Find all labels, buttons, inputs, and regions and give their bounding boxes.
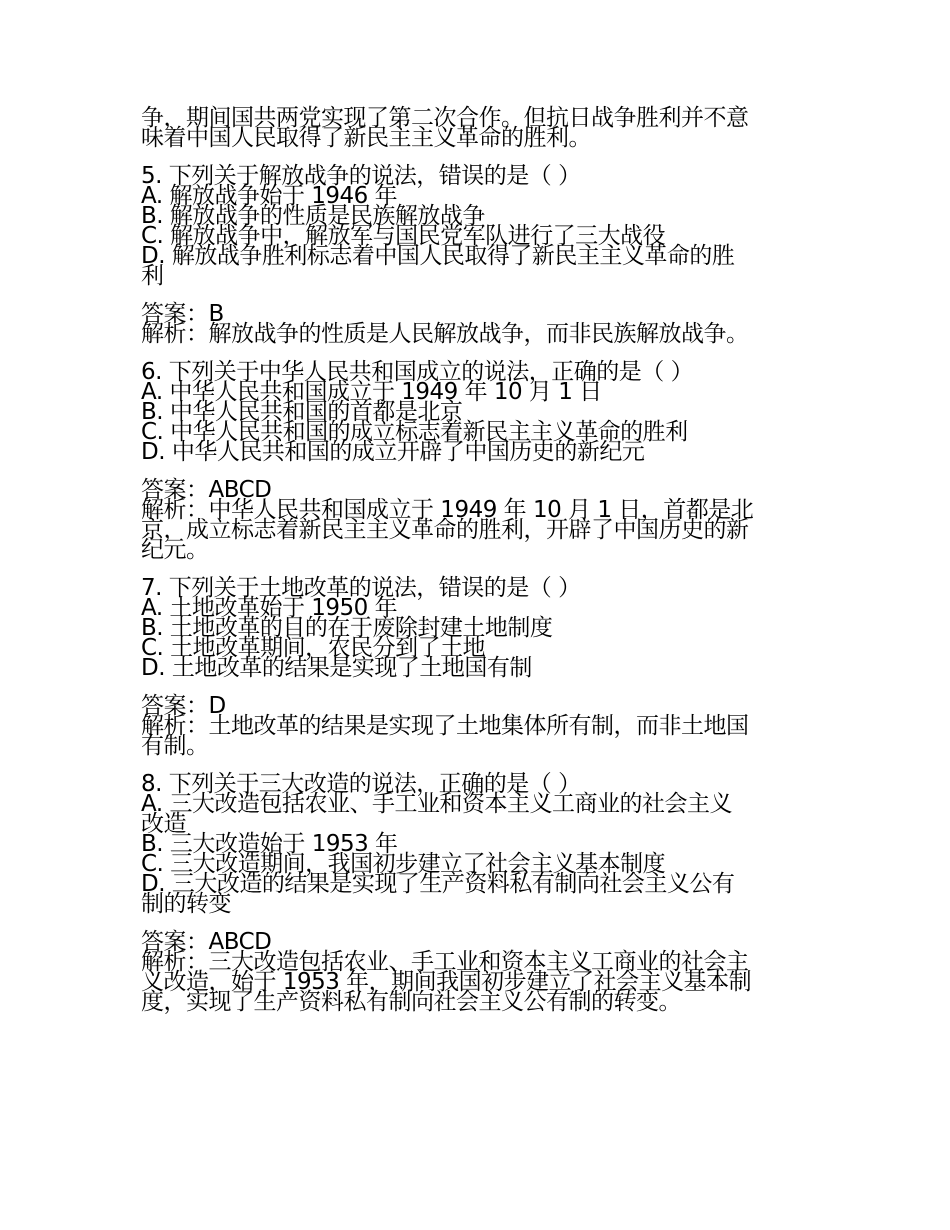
option-b: B. 中华人民共和国的首都是北京 — [141, 399, 463, 425]
option-d: D. 土地改革的结果是实现了土地国有制 — [141, 655, 532, 681]
analysis-line: 解析：中华人民共和国成立于 1949 年 10 月 1 日，首都是北 — [141, 497, 754, 523]
question-stem: 5. 下列关于解放战争的说法，错误的是（ ） — [141, 163, 581, 189]
option-d: D. 中华人民共和国的成立开辟了中国历史的新纪元 — [141, 439, 645, 465]
option-d-continued: 利 — [141, 263, 164, 289]
question-stem: 7. 下列关于土地改革的说法，错误的是（ ） — [141, 575, 581, 601]
option-c: C. 中华人民共和国的成立标志着新民主主义革命的胜利 — [141, 419, 688, 445]
analysis-line: 义改造，始于 1953 年，期间我国初步建立了社会主义基本制 — [141, 969, 752, 995]
intro-line: 争，期间国共两党实现了第二次合作。但抗日战争胜利并不意 — [141, 105, 749, 131]
option-a: A. 三大改造包括农业、手工业和资本主义工商业的社会主义 — [141, 791, 732, 817]
option-b: B. 土地改革的目的在于废除封建土地制度 — [141, 615, 553, 641]
option-a: A. 解放战争始于 1946 年 — [141, 183, 398, 209]
question-stem: 6. 下列关于中华人民共和国成立的说法，正确的是（ ） — [141, 359, 694, 385]
analysis-line: 解析：三大改造包括农业、手工业和资本主义工商业的社会主 — [141, 949, 749, 975]
option-c: C. 三大改造期间，我国初步建立了社会主义基本制度 — [141, 851, 666, 877]
option-b: B. 三大改造始于 1953 年 — [141, 831, 398, 857]
intro-paragraph — [141, 105, 813, 151]
option-d-continued: 制的转变 — [141, 891, 231, 917]
answer: 答案：D — [141, 693, 226, 719]
analysis-line: 有制。 — [141, 733, 209, 759]
option-a-continued: 改造 — [141, 811, 186, 837]
option-d: D. 解放战争胜利标志着中国人民取得了新民主主义革命的胜 — [141, 243, 735, 269]
option-d: D. 三大改造的结果是实现了生产资料私有制向社会主义公有 — [141, 871, 735, 897]
intro-line: 味着中国人民取得了新民主主义革命的胜利。 — [141, 125, 591, 151]
option-c: C. 解放战争中，解放军与国民党军队进行了三大战役 — [141, 223, 666, 249]
analysis-line: 度，实现了生产资料私有制向社会主义公有制的转变。 — [141, 989, 681, 1015]
question-7 — [141, 575, 813, 759]
analysis-line: 解析：土地改革的结果是实现了土地集体所有制，而非土地国 — [141, 713, 749, 739]
option-b: B. 解放战争的性质是民族解放战争 — [141, 203, 485, 229]
question-8 — [141, 771, 813, 1015]
question-6 — [141, 359, 813, 563]
analysis-line: 解析：解放战争的性质是人民解放战争，而非民族解放战争。 — [141, 321, 749, 347]
analysis-line: 京，成立标志着新民主主义革命的胜利，开辟了中国历史的新 — [141, 517, 749, 543]
spacer — [141, 286, 813, 304]
option-c: C. 土地改革期间，农民分到了土地 — [141, 635, 486, 661]
option-a: A. 土地改革始于 1950 年 — [141, 595, 398, 621]
analysis-line: 纪元。 — [141, 537, 209, 563]
document-page — [141, 105, 813, 1015]
question-5 — [141, 163, 813, 347]
answer: 答案：ABCD — [141, 929, 272, 955]
question-stem: 8. 下列关于三大改造的说法，正确的是（ ） — [141, 771, 581, 797]
answer: 答案：B — [141, 301, 224, 327]
answer: 答案：ABCD — [141, 477, 272, 503]
option-a: A. 中华人民共和国成立于 1949 年 10 月 1 日 — [141, 379, 602, 405]
